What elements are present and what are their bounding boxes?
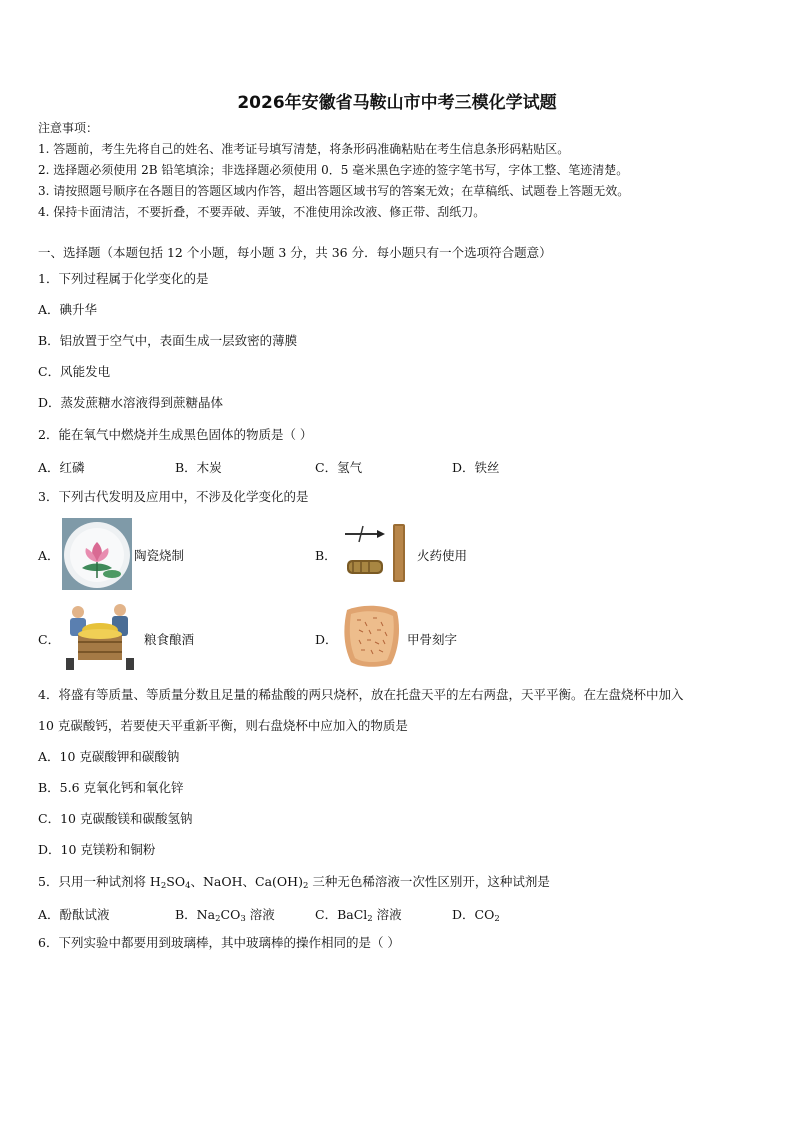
q3-option-a-letter: A． xyxy=(38,548,60,563)
q3-option-d xyxy=(315,600,515,672)
q5-sub: 2 xyxy=(160,881,167,891)
q3-option-a xyxy=(38,518,298,590)
q1-stem: 1．下列过程属于化学变化的是 xyxy=(38,271,209,286)
q5-option-b-post: 溶液 xyxy=(245,907,275,922)
q5-stem-mid: 、NaOH、Ca(OH) xyxy=(190,874,303,889)
q3-option-c xyxy=(38,600,298,672)
q5-option-b-pre: B．Na xyxy=(175,907,216,922)
q5-option-b-mid: CO xyxy=(220,907,241,922)
q1-option-d: D．蒸发蔗糖水溶液得到蔗糖晶体 xyxy=(38,395,224,410)
q3-option-d-label: 甲骨刻字 xyxy=(407,632,458,647)
q4-option-b: B．5.6 克氧化钙和氧化锌 xyxy=(38,780,184,795)
q3-option-c-label: 粮食酿酒 xyxy=(144,632,195,647)
notice-item-4: 4. 保持卡面清洁，不要折叠，不要弄破、弄皱，不准使用涂改液、修正带、刮纸刀。 xyxy=(38,205,486,219)
q1-option-c: C．风能发电 xyxy=(38,364,111,379)
q5-option-c-post: 溶液 xyxy=(372,907,402,922)
q5-option-d xyxy=(452,905,500,924)
q4-stem-line2: 10 克碳酸钙，若要使天平重新平衡，则右盘烧杯中应加入的物质是 xyxy=(38,718,408,733)
q5-option-c xyxy=(315,905,402,924)
q4-stem-line1: 4．将盛有等质量、等质量分数且足量的稀盐酸的两只烧杯，放在托盘天平的左右两盘，天平平衡。在左盘烧杯中加入 xyxy=(38,687,684,702)
section-heading: 一、选择题（本题包括 12 个小题，每小题 3 分，共 36 分．每小题只有一个选项符合题意） xyxy=(38,245,552,260)
page-title: 2026年安徽省马鞍山市中考三模化学试题 xyxy=(237,93,557,113)
q3-option-b xyxy=(315,518,515,590)
notice-item-2: 2. 选择题必须使用 2B 铅笔填涂；非选择题必须使用 0．5 毫米黑色字迹的签字笔书写，字体工整、笔迹清楚。 xyxy=(38,163,629,177)
q3-option-c-letter: C． xyxy=(38,632,61,647)
q2-stem: 2．能在氧气中燃烧并生成黑色固体的物质是（ ） xyxy=(38,427,313,442)
q5-sub: 2 xyxy=(494,914,500,924)
q3-option-b-letter: B． xyxy=(315,548,337,563)
q5-sub: 4 xyxy=(185,881,191,891)
q3-option-d-letter: D． xyxy=(315,632,338,647)
q2-options xyxy=(38,458,738,474)
q2-option-c: C．氢气 xyxy=(315,460,363,475)
wine-brewing-image xyxy=(62,600,138,672)
q4-option-c: C．10 克碳酸镁和碳酸氢钠 xyxy=(38,811,193,826)
q4-option-a: A．10 克碳酸钾和碳酸钠 xyxy=(38,749,180,764)
q5-sub: 2 xyxy=(215,914,221,924)
q6-stem: 6．下列实验中都要用到玻璃棒，其中玻璃棒的操作相同的是（ ） xyxy=(38,935,400,950)
porcelain-plate-image xyxy=(62,518,132,590)
q1-option-b: B．铝放置于空气中，表面生成一层致密的薄膜 xyxy=(38,333,298,348)
notice-item-1: 1. 答题前，考生先将自己的姓名、准考证号填写清楚，将条形码准确粘贴在考生信息条形码粘贴区。 xyxy=(38,142,570,156)
q3-option-a-label: 陶瓷烧制 xyxy=(134,548,185,563)
q5-stem-pre: 5．只用一种试剂将 H xyxy=(38,874,161,889)
oracle-bone-image xyxy=(341,602,403,670)
q5-sub: 2 xyxy=(367,914,373,924)
q5-option-a: A．酚酞试液 xyxy=(38,907,110,922)
notice-heading: 注意事项： xyxy=(38,121,99,135)
q5-option-c-pre: C．BaCl xyxy=(315,907,368,922)
q3-option-b-label: 火药使用 xyxy=(417,548,468,563)
q1-option-a: A．碘升华 xyxy=(38,302,98,317)
q2-option-b: B．木炭 xyxy=(175,460,222,475)
q3-stem: 3．下列古代发明及应用中，不涉及化学变化的是 xyxy=(38,489,309,504)
q5-options xyxy=(38,905,738,923)
q5-option-b xyxy=(175,905,275,924)
q5-sub: 3 xyxy=(240,914,246,924)
q4-option-d: D．10 克镁粉和铜粉 xyxy=(38,842,156,857)
gunpowder-weapon-image xyxy=(341,520,411,588)
q2-option-a: A．红磷 xyxy=(38,460,85,475)
q5-stem-so: SO xyxy=(166,874,186,889)
q2-option-d: D．铁丝 xyxy=(452,460,500,475)
notice-item-3: 3. 请按照题号顺序在各题目的答题区域内作答，超出答题区域书写的答案无效；在草稿纸、试题卷上答题无效。 xyxy=(38,184,630,198)
q5-stem-post: 三种无色稀溶液一次性区别开，这种试剂是 xyxy=(308,874,550,889)
q5-sub: 2 xyxy=(302,881,309,891)
q5-option-d-pre: D．CO xyxy=(452,907,495,922)
q5-stem xyxy=(38,874,550,894)
